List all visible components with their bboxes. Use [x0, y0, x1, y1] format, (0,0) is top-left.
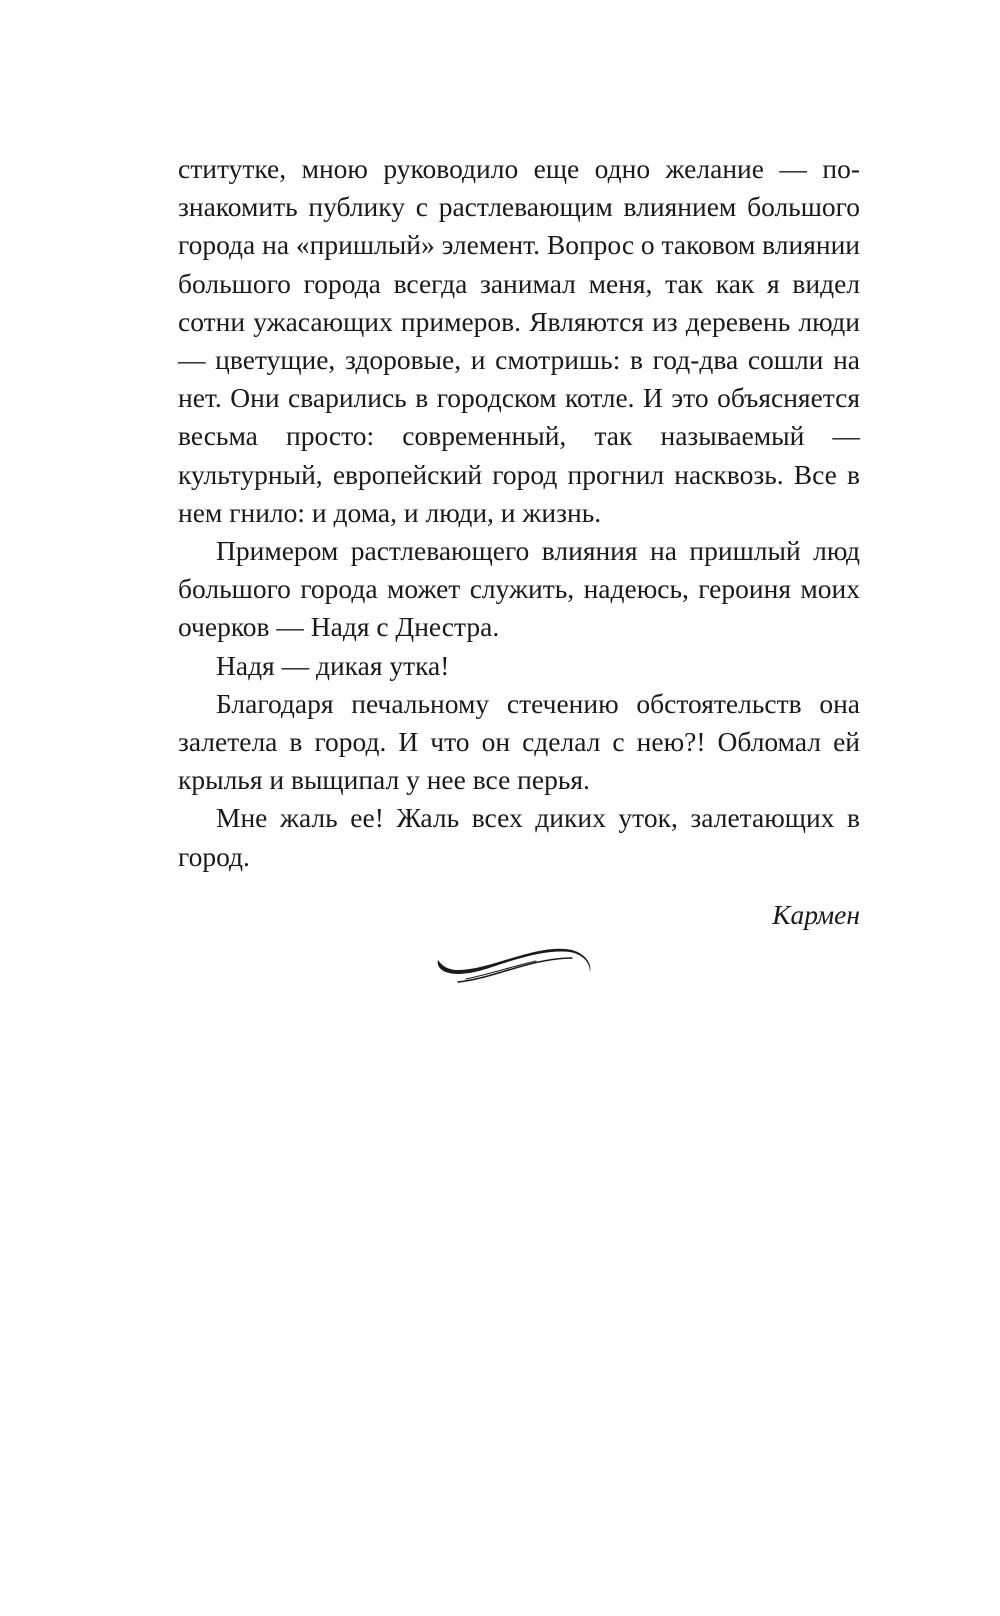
- author-signature: Кармен: [772, 899, 860, 930]
- paragraph-1: ститутке, мною руководило еще одно желание — познакомить публику с растлевающим влиянием большого города на «пришлый» элемент. Вопрос о таковом влиянии большого города всегда занимал меня, так как я видел сотни ужасающих примеров. Являются из деревень люди — цветущие, здоровые, и смотришь: в год-два сошли на нет. Они сварились в городском котле. И это объясняется весьма просто: современный, так называемый — культурный, европейский город прогнил насквозь. Все в нем гнило: и дома, и люди, и жизнь.: [178, 153, 860, 528]
- paragraph-5: Мне жаль ее! Жаль всех диких уток, залетающих в город.: [178, 802, 860, 872]
- swash-flourish-icon: [436, 946, 594, 986]
- paragraph-3: Надя — дикая утка!: [216, 649, 450, 681]
- body-text: [178, 150, 860, 876]
- paragraph-2: Примером растлевающего влияния на пришлый люд большого города может служить, надеюсь, героиня моих очерков — Надя с Днестра.: [178, 535, 860, 643]
- paragraph-4: Благодаря печальному стечению обстоятельств она залетела в город. И что он сделал с нею?! Обломал ей крылья и выщипал у нее все перья.: [178, 687, 860, 796]
